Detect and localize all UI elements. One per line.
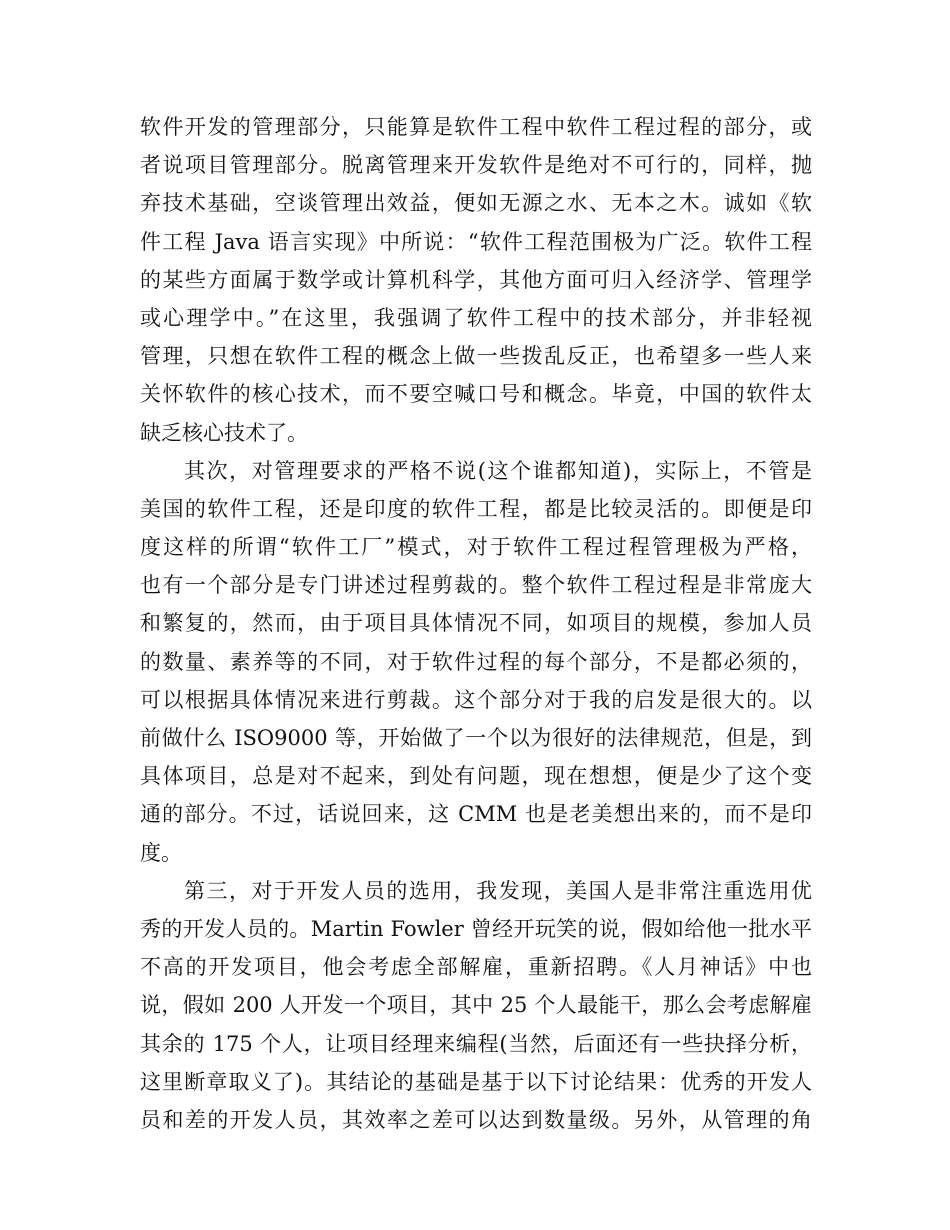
text-line: 美国的软件工程，还是印度的软件工程，都是比较灵活的。即便是印 <box>140 496 812 521</box>
text-line: 和繁复的，然而，由于项目具体情况不同，如项目的规模，参加人员 <box>140 611 812 636</box>
text-line: 缺乏核心技术了。 <box>140 420 308 445</box>
text-line: 者说项目管理部分。脱离管理来开发软件是绝对不可行的，同样，抛 <box>140 153 812 178</box>
text-line: 员和差的开发人员，其效率之差可以达到数量级。另外，从管理的角 <box>140 1107 812 1132</box>
text-line: 不高的开发项目，他会考虑全部解雇，重新招聘。《人月神话》中也 <box>140 955 812 980</box>
text-line: 度。 <box>140 840 182 865</box>
text-line: 其余的 175 个人，让项目经理来编程(当然，后面还有一些抉择分析， <box>140 1031 812 1056</box>
text-line: 或心理学中。”在这里，我强调了软件工程中的技术部分，并非轻视 <box>140 305 812 330</box>
text-line: 的某些方面属于数学或计算机科学，其他方面可归入经济学、管理学 <box>140 267 812 292</box>
text-line: 秀的开发人员的。Martin Fowler 曾经开玩笑的说，假如给他一批水平 <box>140 916 812 941</box>
text-line: 关怀软件的核心技术，而不要空喊口号和概念。毕竟，中国的软件太 <box>140 382 812 407</box>
paragraph-3 <box>140 872 812 1139</box>
document-body <box>140 108 812 1139</box>
text-line: 具体项目，总是对不起来，到处有问题，现在想想，便是少了这个变 <box>140 764 812 789</box>
text-line: 其次，对管理要求的严格不说(这个谁都知道)，实际上，不管是 <box>184 458 812 483</box>
text-line: 也有一个部分是专门讲述过程剪裁的。整个软件工程过程是非常庞大 <box>140 573 812 598</box>
text-line: 通的部分。不过，话说回来，这 CMM 也是老美想出来的，而不是印 <box>140 802 812 827</box>
text-line: 软件开发的管理部分，只能算是软件工程中软件工程过程的部分，或 <box>140 115 812 139</box>
text-line: 前做什么 ISO9000 等，开始做了一个以为很好的法律规范，但是，到 <box>140 726 812 750</box>
paragraph-2 <box>140 452 812 872</box>
text-line: 可以根据具体情况来进行剪裁。这个部分对于我的启发是很大的。以 <box>140 687 812 712</box>
text-line: 件工程 Java 语言实现》中所说：“软件工程范围极为广泛。软件工程 <box>140 229 812 254</box>
text-line: 的数量、素养等的不同，对于软件过程的每个部分，不是都必须的， <box>140 649 812 674</box>
text-line: 这里断章取义了)。其结论的基础是基于以下讨论结果：优秀的开发人 <box>140 1069 812 1094</box>
text-line: 管理，只想在软件工程的概念上做一些拨乱反正，也希望多一些人来 <box>140 344 812 369</box>
text-line: 说，假如 200 人开发一个项目，其中 25 个人最能干，那么会考虑解雇 <box>140 993 812 1018</box>
paragraph-1 <box>140 108 812 452</box>
text-line: 弃技术基础，空谈管理出效益，便如无源之水、无本之木。诚如《软 <box>140 191 812 216</box>
text-line: 第三，对于开发人员的选用，我发现，美国人是非常注重选用优 <box>184 878 812 903</box>
text-line: 度这样的所谓“软件工厂”模式，对于软件工程过程管理极为严格， <box>140 535 812 560</box>
